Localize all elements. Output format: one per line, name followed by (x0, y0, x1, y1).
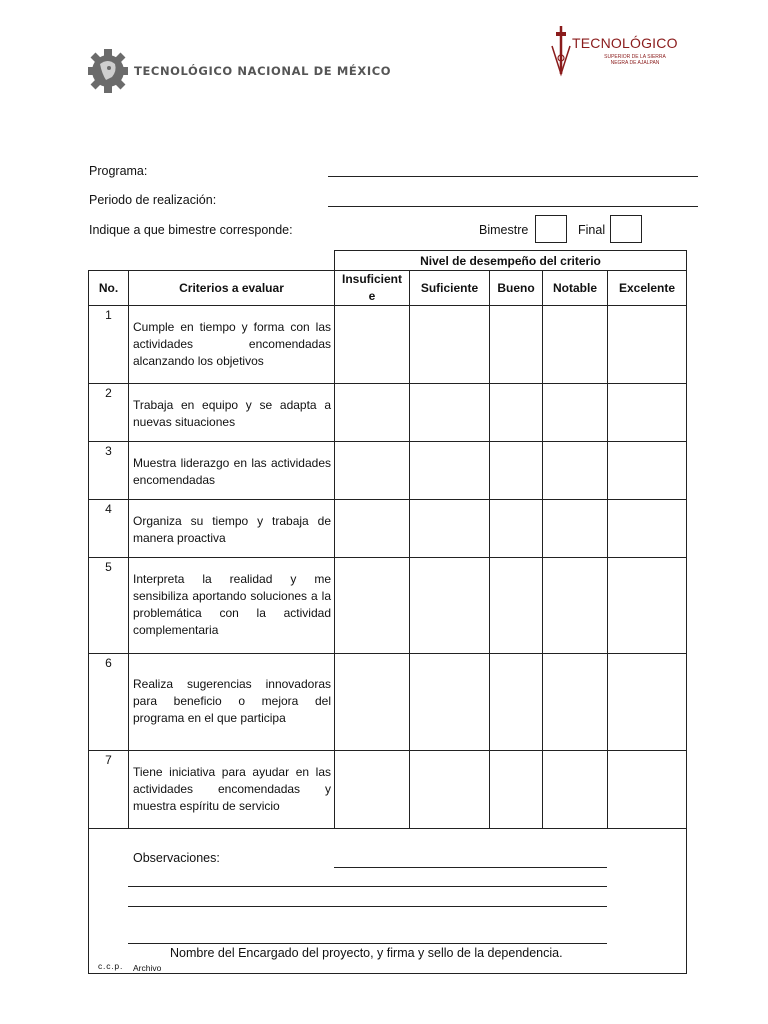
col-header-bueno: Bueno (490, 271, 543, 306)
score-cell-insuficiente[interactable] (335, 500, 410, 558)
observations-line-1[interactable] (334, 867, 607, 868)
final-label: Final (578, 223, 606, 237)
table-row (89, 654, 687, 751)
score-cell-bueno[interactable] (490, 751, 543, 829)
col-header-notable: Notable (543, 271, 608, 306)
score-cell-suficiente[interactable] (410, 384, 490, 442)
final-checkbox[interactable] (610, 215, 642, 243)
row-number: 2 (89, 384, 129, 442)
criterion-text: Trabaja en equipo y se adapta a nuevas situaciones (129, 384, 335, 442)
periodo-label: Periodo de realización: (89, 193, 217, 207)
criterion-text: Tiene iniciativa para ayudar en las actividades encomendadas y muestra espíritu de servicio (129, 751, 335, 829)
row-number: 6 (89, 654, 129, 751)
gear-head-icon (88, 44, 128, 98)
score-cell-suficiente[interactable] (410, 500, 490, 558)
score-cell-excelente[interactable] (608, 751, 687, 829)
bimestre-label: Bimestre (479, 223, 529, 237)
score-cell-excelente[interactable] (608, 384, 687, 442)
score-cell-suficiente[interactable] (410, 558, 490, 654)
pen-emblem-icon (548, 24, 574, 82)
score-cell-bueno[interactable] (490, 558, 543, 654)
observations-line-3[interactable] (128, 906, 607, 907)
criterion-text: Interpreta la realidad y me sensibiliza aportando soluciones a la problemática con la actividad complementaria (129, 558, 335, 654)
score-cell-excelente[interactable] (608, 306, 687, 384)
col-header-suficiente: Suficiente (410, 271, 490, 306)
table-row (89, 751, 687, 829)
score-cell-notable[interactable] (543, 500, 608, 558)
table-row (89, 500, 687, 558)
signature-line[interactable] (128, 943, 607, 944)
performance-level-header: Nivel de desempeño del criterio (335, 251, 687, 271)
ccp-label: c.c.p. (98, 961, 124, 971)
score-cell-insuficiente[interactable] (335, 442, 410, 500)
score-cell-excelente[interactable] (608, 442, 687, 500)
signature-caption: Nombre del Encargado del proyecto, y firma y sello de la dependencia. (170, 946, 563, 960)
row-number: 4 (89, 500, 129, 558)
tecnm-logo (88, 44, 391, 98)
score-cell-bueno[interactable] (490, 654, 543, 751)
table-row (89, 306, 687, 384)
criterion-text: Cumple en tiempo y forma con las actividades encomendadas alcanzando los objetivos (129, 306, 335, 384)
table-row (89, 384, 687, 442)
row-number: 3 (89, 442, 129, 500)
archivo-label: Archivo (133, 963, 162, 973)
score-cell-bueno[interactable] (490, 384, 543, 442)
observations-line-2[interactable] (128, 886, 607, 887)
score-cell-notable[interactable] (543, 442, 608, 500)
itssna-logo-name: TECNOLÓGICO (572, 35, 678, 51)
row-number: 7 (89, 751, 129, 829)
score-cell-bueno[interactable] (490, 500, 543, 558)
itssna-logo (548, 24, 678, 84)
col-header-no: No. (89, 271, 129, 306)
bimestre-question: Indique a que bimestre corresponde: (89, 223, 293, 237)
score-cell-insuficiente[interactable] (335, 306, 410, 384)
itssna-logo-subtitle: SUPERIOR DE LA SIERRA NEGRA DE AJALPAN (604, 54, 666, 66)
table-row (89, 558, 687, 654)
score-cell-suficiente[interactable] (410, 442, 490, 500)
score-cell-notable[interactable] (543, 654, 608, 751)
row-number: 1 (89, 306, 129, 384)
table-row (89, 442, 687, 500)
criterion-text: Realiza sugerencias innovadoras para beneficio o mejora del programa en el que participa (129, 654, 335, 751)
criterion-text: Organiza su tiempo y trabaja de manera proactiva (129, 500, 335, 558)
score-cell-excelente[interactable] (608, 654, 687, 751)
score-cell-bueno[interactable] (490, 306, 543, 384)
score-cell-notable[interactable] (543, 751, 608, 829)
score-cell-bueno[interactable] (490, 442, 543, 500)
row-number: 5 (89, 558, 129, 654)
score-cell-suficiente[interactable] (410, 751, 490, 829)
tecnm-logo-text: TECNOLÓGICO NACIONAL DE MÉXICO (134, 64, 392, 78)
observaciones-label: Observaciones: (133, 851, 220, 865)
programa-label: Programa: (89, 164, 148, 178)
score-cell-insuficiente[interactable] (335, 654, 410, 751)
col-header-excelente: Excelente (608, 271, 687, 306)
table-corner (89, 251, 335, 271)
score-cell-suficiente[interactable] (410, 306, 490, 384)
score-cell-insuficiente[interactable] (335, 384, 410, 442)
criteria-table (88, 250, 687, 974)
score-cell-insuficiente[interactable] (335, 751, 410, 829)
score-cell-suficiente[interactable] (410, 654, 490, 751)
score-cell-notable[interactable] (543, 384, 608, 442)
col-header-criterios: Criterios a evaluar (129, 271, 335, 306)
score-cell-notable[interactable] (543, 306, 608, 384)
col-header-insuficiente: Insuficiente (335, 271, 410, 306)
score-cell-insuficiente[interactable] (335, 558, 410, 654)
programa-field[interactable] (328, 176, 698, 177)
periodo-field[interactable] (328, 206, 698, 207)
score-cell-excelente[interactable] (608, 558, 687, 654)
score-cell-notable[interactable] (543, 558, 608, 654)
bimestre-checkbox[interactable] (535, 215, 567, 243)
criterion-text: Muestra liderazgo en las actividades encomendadas (129, 442, 335, 500)
score-cell-excelente[interactable] (608, 500, 687, 558)
